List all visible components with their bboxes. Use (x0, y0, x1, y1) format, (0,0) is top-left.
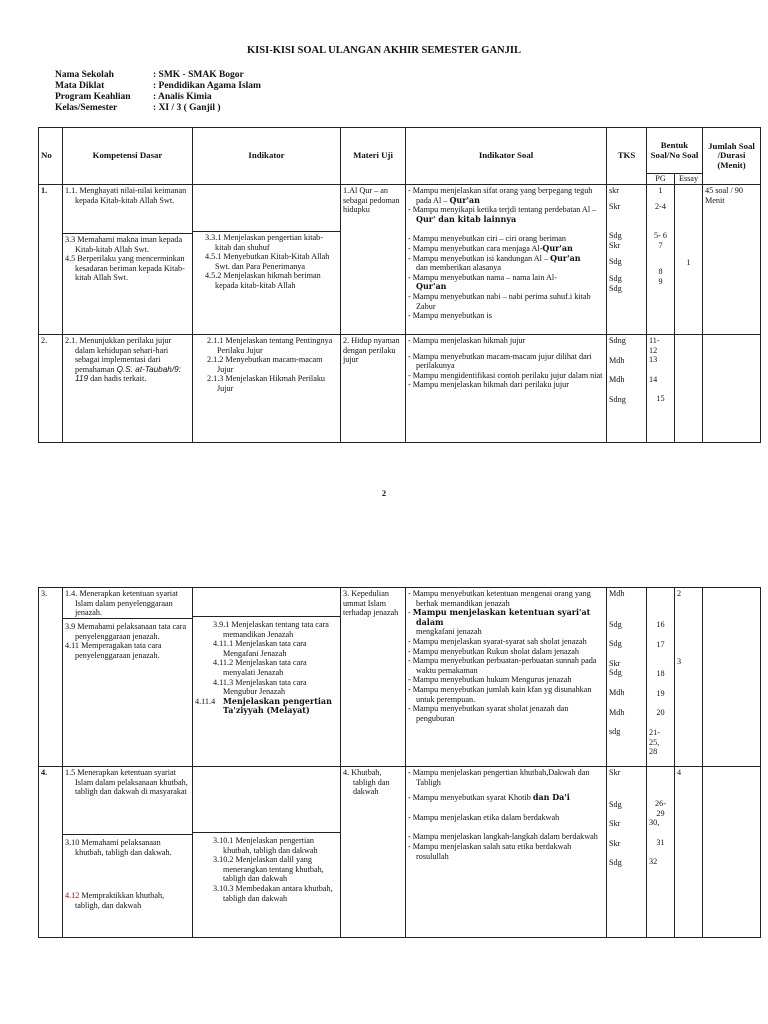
document-title: KISI-KISI SOAL ULANGAN AKHIR SEMESTER GANJIL (247, 45, 521, 56)
kd-item: 4.5 Berperilaku yang mencerminkan kesadaran beriman kepada Kitab-kitab Allah Swt. (65, 254, 185, 283)
tks-value: Sdg (609, 799, 622, 809)
indikator-soal-item: - Mampu menyebutkan is (408, 311, 492, 321)
pg-value: 26- (655, 799, 666, 808)
text: - Mampu menjelaskan sifat orang yang berpegang teguh pada Al – (408, 186, 593, 205)
row-number: 3. (39, 588, 63, 767)
tks-value: Skr (609, 240, 621, 250)
header-pg: PG (647, 174, 675, 185)
tks-cell (607, 588, 647, 767)
text: 4.11.4 (195, 696, 216, 706)
pg-value: 11- (649, 336, 660, 345)
pg-value: 5- 6 (654, 231, 667, 241)
arabic-term: Qur'an (416, 281, 447, 292)
indikator-soal-item: - Mampu mengidentifikasi contoh perilaku jujur dalam niat (408, 370, 603, 380)
materi-uji-cell: 4. Khutbah, tabligh dan dakwah (341, 767, 406, 938)
kompetensi-dasar-cell (63, 185, 193, 335)
meta-label: Mata Diklat (55, 81, 105, 91)
header-no: No (39, 128, 63, 185)
indikator-soal-item (408, 186, 604, 205)
indikator-soal-item: - Mampu menyebutkan ketentuan mengenai orang yang berhak memandikan jenazah (408, 589, 591, 608)
pg-cell (647, 767, 675, 938)
indikator-item: 4.11.2 Menjelaskan tata cara menyalati Jenazah (213, 658, 307, 677)
indikator-soal-cell (406, 767, 607, 938)
essay-value: 4 (677, 768, 682, 777)
pg-value: 31 (656, 837, 665, 847)
indikator-soal-item: - Mampu menyebutkan syarat sholat jenazah dan penguburan (408, 704, 569, 723)
pg-value: 16 (656, 620, 665, 629)
meta-row (55, 70, 261, 81)
essay-cell (675, 335, 703, 443)
kd-item: 3.9 Memahami pelaksanaan tata cara penyelenggaraan jenazah. (65, 622, 187, 641)
indikator-item: 2.1.3 Menjelaskan Hikmah Perilaku Jujur (207, 374, 326, 393)
arabic-term: Menjelaskan pengertian Ta'ziyyah (Melayat) (223, 695, 332, 716)
indikator-soal-item (408, 273, 604, 292)
table-row (39, 767, 761, 938)
indikator-soal-cell (406, 185, 607, 335)
indikator-soal-cell (406, 335, 607, 443)
tks-cell (607, 767, 647, 938)
pg-value: 1 (658, 186, 663, 195)
pg-value: 9 (658, 276, 663, 286)
tks-value: sdg (609, 727, 621, 737)
pg-value: 15 (656, 394, 665, 404)
indikator-soal-cell (406, 588, 607, 767)
tks-value: Mdh (609, 375, 625, 385)
tks-value: skr (609, 186, 620, 195)
pg-value: 20 (656, 708, 665, 718)
tks-value: Mdh (609, 687, 625, 697)
meta-value: : Pendidikan Agama Islam (153, 81, 261, 91)
indikator-soal-item: - Mampu menjelaskan langkah-langkah dalam berdakwah (408, 832, 598, 842)
indikator-soal-item: - Mampu menyebutkan perbuatan-perbuatan sunnah pada waktu pemakaman (408, 656, 597, 675)
text: Mempraktikkan khutbah, tabligh, dan dakwah (75, 891, 165, 910)
pg-value: 18 (656, 669, 665, 679)
pg-cell (647, 185, 675, 335)
header-materi-uji: Materi Uji (341, 128, 406, 185)
header-tks: TKS (607, 128, 647, 185)
indikator-item: 3.10.2 Menjelaskan dalil yang menerangkan tentang khutbah, tabligh dan dakwah (213, 855, 324, 884)
tks-value: Mdh (609, 707, 625, 717)
indikator-item: 4.11.1 Menjelaskan tata cara Mengafani Jenazah (213, 639, 307, 658)
tks-value: Sdg (609, 619, 622, 629)
header-indikator: Indikator (193, 128, 341, 185)
tks-value: Mdh (609, 589, 625, 598)
tks-value: Sdg (609, 231, 622, 241)
kd-item: 3.3 Memahami makna iman kepada Kitab-kitab Allah Swt. (65, 235, 183, 254)
meta-row (55, 92, 261, 103)
tks-value: Sdng (609, 394, 626, 404)
indikator-soal-item: - Mampu menjelaskan etika dalam berdakwah (408, 812, 560, 822)
tks-value: Sdg (609, 668, 622, 678)
indikator-soal-item: - Mampu menyebutkan hukum Mengurus jenazah (408, 675, 572, 685)
meta-label: Nama Sekolah (55, 70, 114, 80)
kd-item: 1.1. Menghayati nilai-nilai keimanan kepada Kitab-kitab Allah Swt. (63, 185, 192, 234)
text: dan memberikan alasanya (416, 263, 502, 273)
meta-label: Kelas/Semester (55, 103, 118, 113)
meta-value: : SMK - SMAK Bogor (153, 70, 244, 80)
kompetensi-dasar-cell (63, 767, 193, 938)
tks-value: Sdg (609, 257, 622, 267)
page-number: 2 (381, 488, 387, 498)
pg-value: 14 (649, 374, 658, 384)
pg-value: 17 (656, 639, 665, 649)
arabic-term: Qur'an (449, 194, 480, 205)
header-jumlah-soal: Jumlah Soal /Durasi (Menit) (703, 128, 761, 185)
tks-value: Skr (609, 838, 621, 848)
kisi-table-page-2 (38, 587, 761, 938)
text: dan hadis terkait. (90, 374, 147, 384)
indikator-item: 4.11.3 Menjelaskan tata cara Mengubur Jenazah (213, 677, 307, 697)
indikator-soal-item: - Mampu menjelaskan syarat-syarat sah sholat jenazah (408, 636, 587, 646)
essay-cell (675, 185, 703, 335)
kd-item: 4.11 Memperagakan tata cara penyelenggaraan jenazah. (65, 641, 162, 660)
meta-row (55, 103, 261, 114)
indikator-item (193, 697, 340, 716)
table-row (39, 185, 761, 335)
kd-number: 4.12 (65, 891, 80, 901)
pg-value: 21- (649, 727, 660, 737)
indikator-soal-item: - Mampu menjelaskan ketentuan syari'at dalam mengkafani jenazah (408, 607, 591, 637)
jumlah-cell: 45 soal / 90 Menit (703, 185, 761, 335)
pg-value: 30, (649, 818, 660, 828)
pg-value: 12 (649, 345, 658, 355)
text: - Mampu menyebutkan cara menjaga Al- (408, 243, 543, 253)
materi-uji-cell: 3. Kepedulian ummat Islam terhadap jenazah (341, 588, 406, 767)
header-kompetensi-dasar: Kompetensi Dasar (63, 128, 193, 185)
pg-value: 32 (649, 857, 658, 867)
tks-value: Sdg (609, 283, 622, 293)
indikator-soal-item (408, 205, 604, 224)
indikator-cell (193, 335, 341, 443)
indikator-spacer (193, 767, 340, 833)
arabic-term: dan Da'i (532, 792, 570, 803)
pg-value: 19 (656, 688, 665, 698)
tks-value: Sdng (609, 336, 626, 345)
meta-value: : Analis Kimia (153, 92, 212, 102)
arabic-term: Qur' dan kitab lainnya (416, 213, 517, 224)
text: - Mampu menyebutkan isi kandungan Al – (408, 253, 549, 263)
indikator-soal-item: - Mampu menjelaskan hikmah jujur (408, 336, 526, 345)
text: 2.1. Menunjukkan perilaku jujur dalam kehidupan sehari-hari sebagai implementasi dari pemahaman (65, 336, 172, 374)
tks-value: Mdh (609, 355, 625, 365)
text: - Mampu menyebutkan syarat Khotib (408, 793, 531, 803)
kd-item: 1.5 Menerapkan ketentuan syariat Islam dalam pelaksanaan khutbah, tabligh dan dakwah di masyarakat (63, 767, 192, 835)
indikator-soal-item: - Mampu menjelaskan hikmah dari perilaku jujur (408, 380, 569, 390)
indikator-cell (193, 767, 341, 938)
pg-value: 25, (649, 737, 660, 747)
text: - Mampu menyikapi ketika terjdi tentang perdebatan Al – (408, 205, 597, 215)
tks-value: Sdg (609, 273, 622, 283)
row-number: 2. (39, 335, 63, 443)
indikator-soal-item: - Mampu menjelaskan salah satu etika berdakwah rosulullah (408, 841, 572, 861)
kd-item (63, 891, 192, 910)
indikator-item: 3.10.1 Menjelaskan pengertian khutbah, tabligh dan dakwah (213, 836, 318, 855)
kd-item: 3.10 Memahami pelaksanaan khutbah, tabligh dan dakwah. (65, 838, 172, 857)
tks-value: Skr (609, 201, 621, 211)
pg-value: 29 (656, 808, 665, 818)
indikator-soal-item (408, 254, 604, 273)
kisi-table-page-1 (38, 127, 761, 443)
essay-value: 2 (677, 589, 682, 598)
header-indikator-soal: Indikator Soal (406, 128, 607, 185)
row-number: 4. (39, 767, 63, 938)
indikator-item: 4.5.1 Menyebutkan Kitab-Kitab Allah Swt. dan Para Penerimanya (205, 252, 330, 271)
indikator-spacer (193, 588, 340, 617)
indikator-soal-item: - Mampu menyebutkan macam-macam jujur dilihat dari perilakunya (408, 351, 592, 371)
pg-cell (647, 335, 675, 443)
tks-cell (607, 335, 647, 443)
indikator-item: 2.1.1 Menjelaskan tentang Pentingnya Perilaku Jujur (207, 336, 333, 355)
row-number: 1. (39, 185, 63, 335)
indikator-item: 3.9.1 Menjelaskan tentang tata cara memandikan Jenazah (213, 620, 329, 639)
indikator-item: 4.5.2 Menjelaskan hikmah beriman kepada kitab-kitab Allah (205, 271, 321, 290)
text: - Mampu menyebutkan nama – nama lain Al- (408, 272, 557, 282)
arabic-term: Mampu menjelaskan ketentuan syari'at dalam (412, 607, 591, 627)
indikator-item: 3.10.3 Membedakan antara khutbah, tabligh dan dakwah (213, 883, 333, 903)
materi-uji-cell: 2. Hidup nyaman dengan perilaku jujur (341, 335, 406, 443)
arabic-term: Qur'an (550, 252, 581, 263)
indikator-soal-item: - Mampu menyebutkan nabi – nabi perima suhuf.i kitab Zabur (408, 291, 591, 311)
indikator-cell (193, 588, 341, 767)
meta-label: Program Keahlian (55, 92, 131, 102)
header-bentuk-soal: Bentuk Soal/No Soal (647, 128, 703, 174)
table-row (39, 588, 761, 767)
pg-value: 7 (658, 240, 663, 250)
text: mengkafani jenazah (416, 627, 482, 637)
tks-value: Skr (609, 768, 621, 777)
verse-reference: Q.S. at-Taubah/9: 119 (75, 364, 181, 384)
essay-value: 3 (677, 656, 682, 666)
tks-cell (607, 185, 647, 335)
indikator-item: 2.1.2 Menyebutkan macam-macam Jujur (207, 355, 323, 374)
meta-row (55, 81, 261, 92)
tks-value: Skr (609, 658, 621, 668)
tks-value: Skr (609, 819, 621, 829)
indikator-spacer (193, 185, 340, 232)
materi-uji-cell: 1.Al Qur – an sebagai pedoman hidupku (341, 185, 406, 335)
jumlah-cell (703, 767, 761, 938)
kd-item: 1.4. Menerapkan ketentuan syariat Islam dalam penyelenggaraan jenazah. (63, 588, 192, 619)
pg-value: 2-4 (655, 201, 666, 211)
indikator-soal-item (408, 793, 604, 803)
kompetensi-dasar-cell (63, 335, 193, 443)
header-essay: Essay (675, 174, 703, 185)
tks-value: Sdg (609, 639, 622, 649)
essay-value: 1 (686, 258, 691, 267)
indikator-soal-item: - Mampu menyebutkan jumlah kain kfan yg disunahkan untuk perempuan. (408, 684, 592, 704)
pg-cell (647, 588, 675, 767)
jumlah-cell (703, 588, 761, 767)
arabic-term: Qur'an (542, 242, 573, 253)
essay-cell (675, 767, 703, 938)
essay-cell (675, 588, 703, 767)
indikator-soal-item: - Mampu menyebutkan Rukun sholat dalam jenazah (408, 646, 579, 656)
pg-value: 13 (649, 355, 658, 365)
kompetensi-dasar-cell (63, 588, 193, 767)
indikator-cell (193, 185, 341, 335)
school-info (55, 70, 261, 114)
indikator-soal-item: - Mampu menjelaskan pengertian khutbah,Dakwah dan Tabligh (408, 768, 590, 787)
indikator-item: 3.3.1 Menjelaskan pengertian kitab-kitab dan shuhuf (205, 233, 323, 252)
table-row (39, 335, 761, 443)
indikator-soal-item: - Mampu menyebutkan ciri – ciri orang beriman (408, 234, 567, 244)
pg-value: 28 (649, 747, 658, 757)
jumlah-cell (703, 335, 761, 443)
pg-value: 8 (658, 267, 663, 277)
meta-value: : XI / 3 ( Ganjil ) (153, 103, 221, 113)
tks-value: Sdg (609, 858, 622, 868)
